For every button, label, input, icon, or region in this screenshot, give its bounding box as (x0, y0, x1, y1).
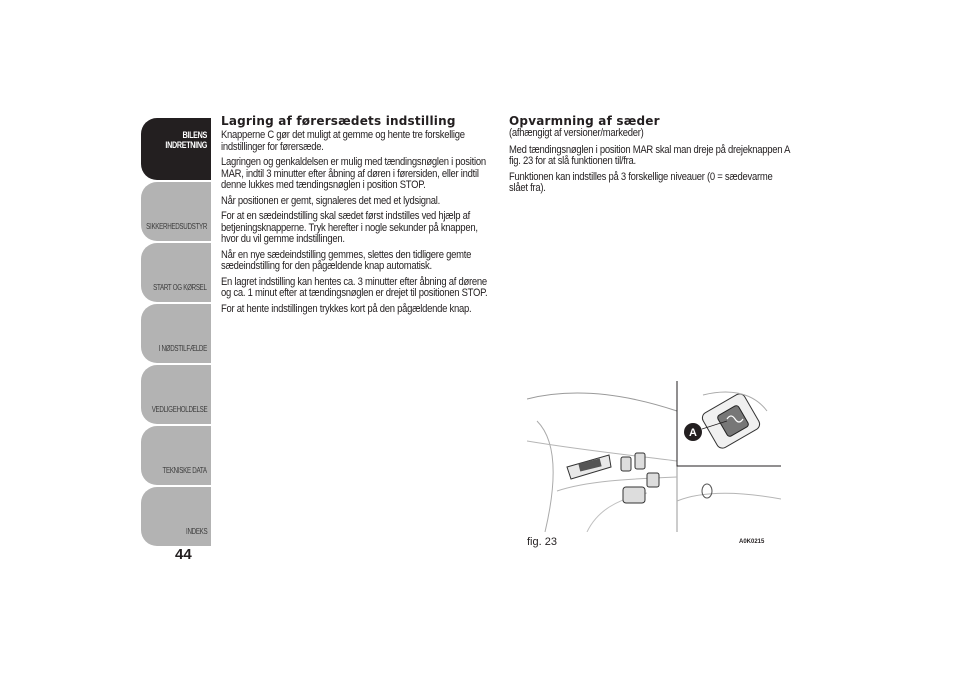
section-title: Lagring af førersædets indstilling (221, 114, 456, 128)
figure-code: A0K0215 (739, 539, 765, 545)
paragraph: Med tændingsnøglen i position MAR skal man dreje på drejeknappen A fig. 23 for at slå funktionen til/fra. (509, 143, 790, 167)
tab-sikkerhedsudstyr[interactable] (141, 182, 211, 241)
tab-label: BILENS INDRETNING (165, 130, 207, 150)
paragraph: Lagringen og genkaldelsen er mulig med tændingsnøglen i position MAR, indtil 3 minutter efter åbning af døren i førersiden, eller indtil denne lukkes med tændingsnøglen i position STOP. (221, 156, 486, 191)
callout-label: A (689, 427, 697, 439)
tab-tekniske-data[interactable] (141, 426, 211, 485)
paragraph: Funktionen kan indstilles på 3 forskellige niveauer (0 = sædevarme slået fra). (509, 170, 773, 194)
tab-i-nodstilfaelde[interactable] (141, 304, 211, 363)
tab-start-og-korsel[interactable] (141, 243, 211, 302)
tab-vedligeholdelse[interactable] (141, 365, 211, 424)
paragraph: Når en nye sædeindstilling gemmes, slettes den tidligere gemte sædeindstilling for den pågældende knap automatisk. (221, 248, 472, 272)
chapter-sidebar (141, 118, 211, 548)
tab-label: I NØDSTILFÆLDE (158, 344, 207, 353)
section-title: Opvarmning af sæder (509, 114, 660, 128)
tab-label: START OG KØRSEL (153, 283, 207, 292)
paragraph: For at hente indstillingen trykkes kort på den pågældende knap. (221, 302, 472, 315)
page-number: 44 (175, 546, 192, 563)
tab-label: VEDLIGEHOLDELSE (151, 405, 207, 414)
paragraph: En lagret indstilling kan hentes ca. 3 minutter efter åbning af dørene og ca. 1 minut efter at tændingsnøglen er drejet til positionen STOP. (221, 275, 488, 299)
tab-label: SIKKERHEDSUDSTYR (146, 222, 207, 231)
tab-indeks[interactable] (141, 487, 211, 546)
paragraph: For at en sædeindstilling skal sædet først indstilles ved hjælp af betjeningsknapperne. Tryk herefter i nogle sekunder på knappen, hvor du vil gemme indstillingen. (221, 210, 478, 245)
tab-label: INDEKS (185, 527, 207, 536)
paragraph: Knapperne C gør det muligt at gemme og hente tre forskellige indstillinger for førersæde. (221, 129, 465, 153)
section-seat-heating (509, 114, 791, 199)
tab-bilens-indretning[interactable] (141, 118, 211, 180)
seat-illustration (527, 381, 781, 532)
section-seat-memory (221, 114, 497, 319)
tab-label: TEKNISKE DATA (162, 466, 207, 475)
paragraph: Når positionen er gemt, signaleres det med et lydsignal. (221, 194, 441, 207)
figure-caption: fig. 23 (527, 536, 557, 548)
figure-seat-heating-knob (527, 381, 781, 532)
version-note: (afhængigt af versioner/markeder) (509, 127, 644, 139)
